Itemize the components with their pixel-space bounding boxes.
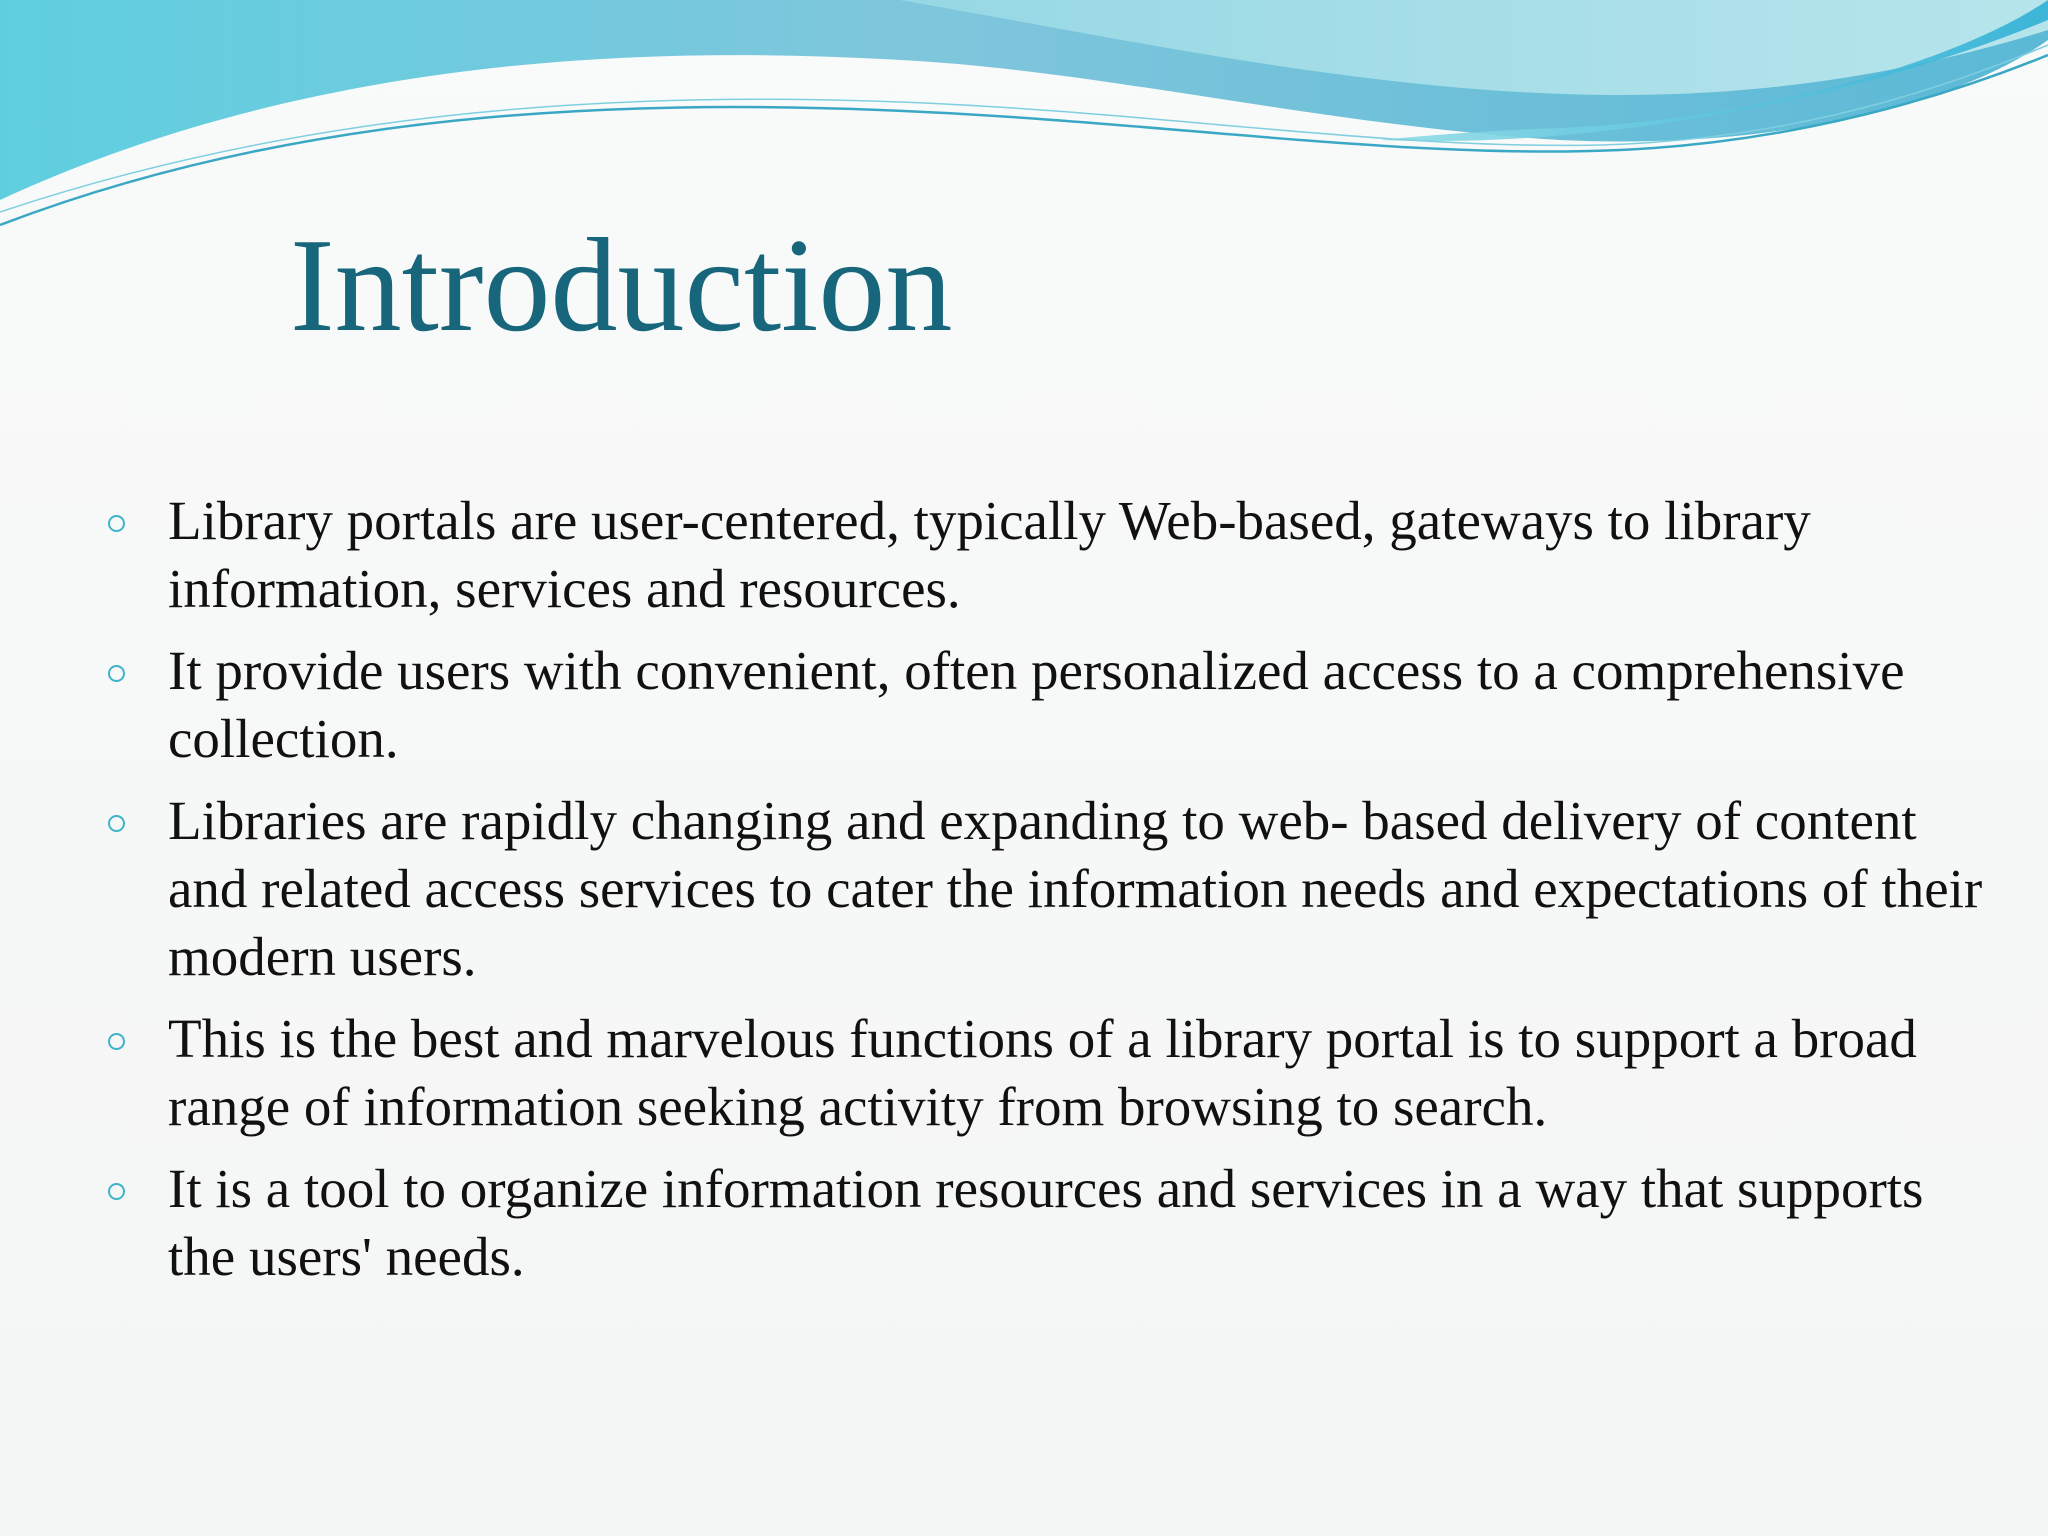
- header-wave-decoration: [0, 0, 2048, 240]
- bullet-text: This is the best and marvelous functions of a library portal is to support a broad range of information seeking activity from browsing to search.: [168, 1008, 1917, 1137]
- circle-bullet-icon: [108, 1183, 125, 1200]
- bullet-list: [100, 487, 2000, 1305]
- bullet-item: [100, 787, 2000, 991]
- circle-bullet-icon: [108, 1033, 125, 1050]
- bullet-item: [100, 487, 2000, 623]
- bullet-text: Library portals are user-centered, typically Web-based, gateways to library information, services and resources.: [168, 490, 1811, 619]
- bullet-text: It is a tool to organize information resources and services in a way that supports the users' needs.: [168, 1158, 1924, 1287]
- bullet-item: [100, 637, 2000, 773]
- circle-bullet-icon: [108, 815, 125, 832]
- circle-bullet-icon: [108, 665, 125, 682]
- bullet-text: Libraries are rapidly changing and expanding to web- based delivery of content and related access services to cater the information needs and expectations of their modern users.: [168, 790, 1983, 987]
- bullet-text: It provide users with convenient, often personalized access to a comprehensive collection.: [168, 640, 1905, 769]
- bullet-item: [100, 1005, 2000, 1141]
- bullet-item: [100, 1155, 2000, 1291]
- circle-bullet-icon: [108, 515, 125, 532]
- slide-title: Introduction: [290, 211, 953, 359]
